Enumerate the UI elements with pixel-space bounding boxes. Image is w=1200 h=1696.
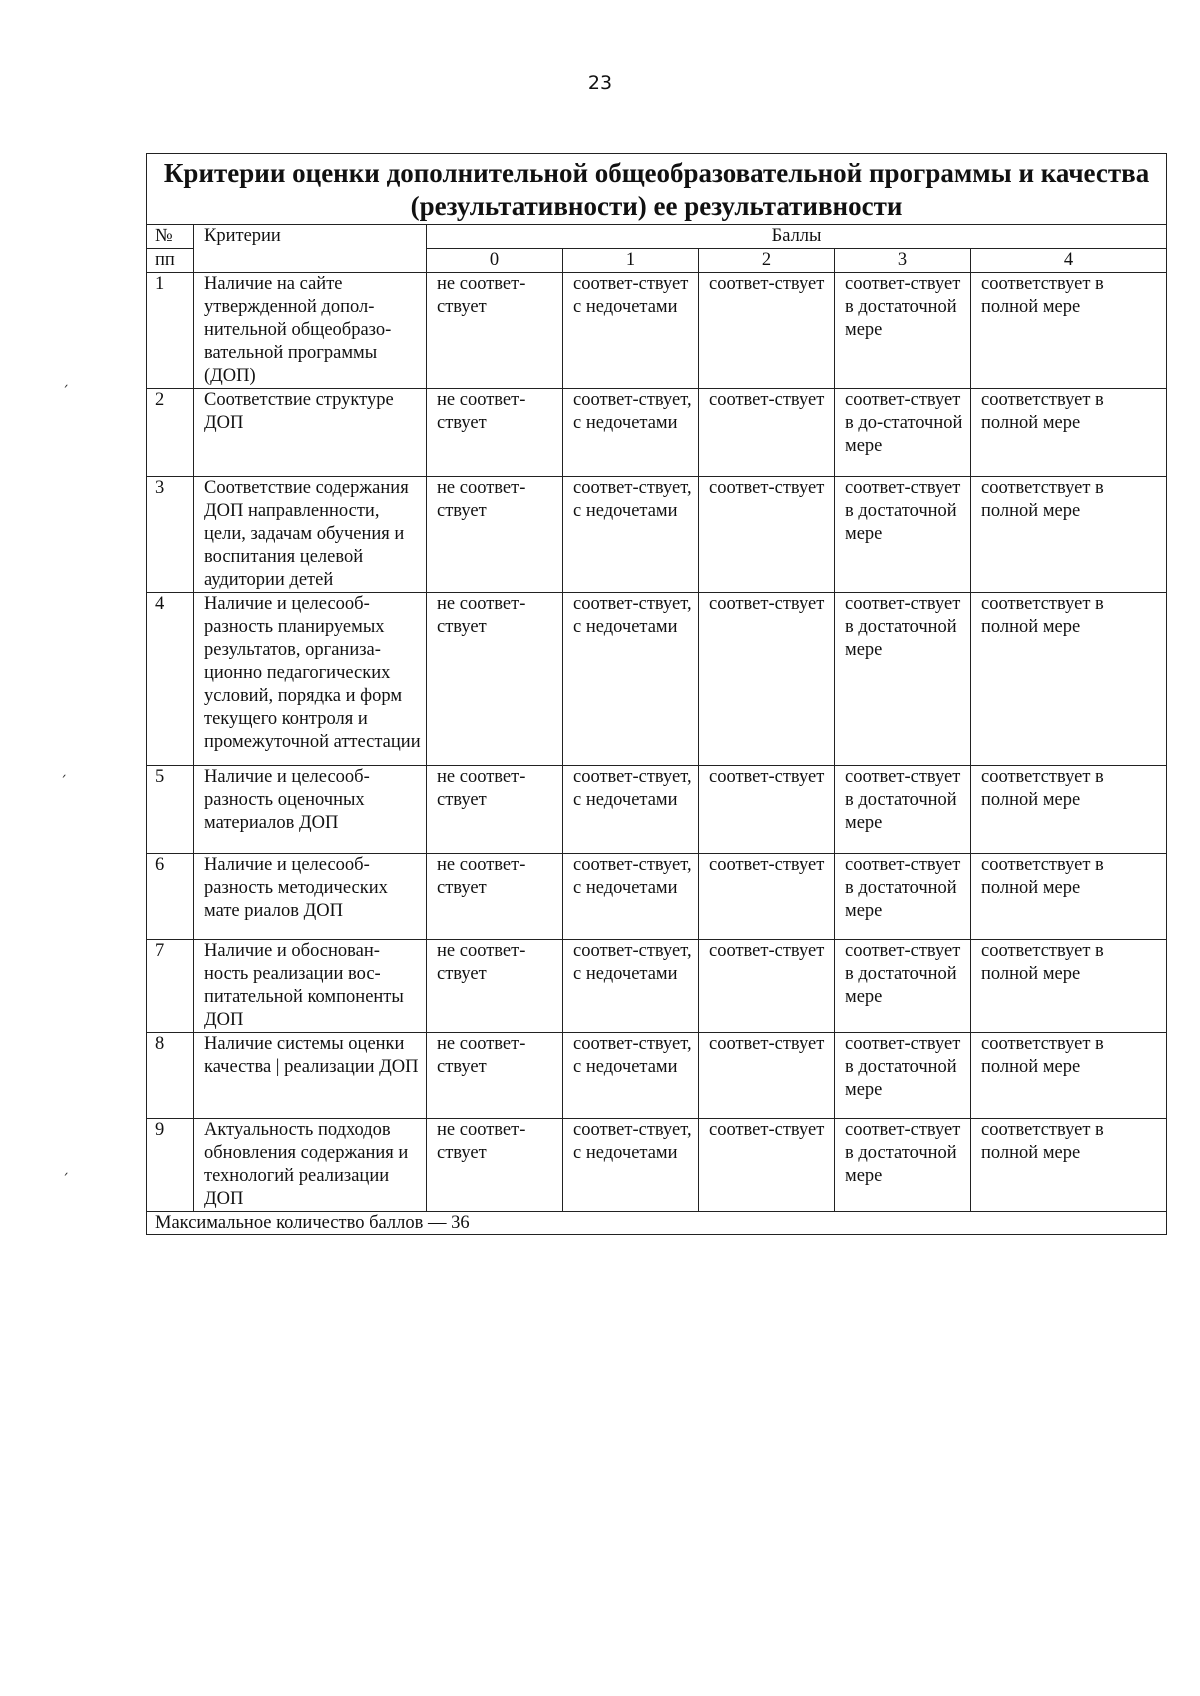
score-0-cell: не соответ-ствует — [427, 1119, 563, 1212]
score-3-cell: соответ-ствует в достаточной мере — [835, 593, 971, 766]
criterion-cell: Наличие и обоснован-ность реализации вос-питательной компоненты ДОП — [194, 940, 427, 1033]
title-row — [147, 154, 1167, 225]
score-header-4: 4 — [971, 249, 1167, 273]
score-header-2: 2 — [699, 249, 835, 273]
footer-row — [147, 1212, 1167, 1235]
score-2-cell: соответ-ствует — [699, 477, 835, 593]
score-1-cell: соответ-ствует, с недочетами — [563, 1033, 699, 1119]
score-3-cell: соответ-ствует в достаточной мере — [835, 1033, 971, 1119]
score-1-cell: соответ-ствует, с недочетами — [563, 766, 699, 854]
criterion-cell: Наличие системы оценки качества | реализации ДОП — [194, 1033, 427, 1119]
score-3-cell: соответ-ствует в до-статочной мере — [835, 389, 971, 477]
table-row — [147, 389, 1167, 477]
table-row — [147, 766, 1167, 854]
page-number: 23 — [587, 72, 613, 94]
max-score-note: Максимальное количество баллов — 36 — [147, 1212, 1167, 1235]
table-body — [147, 154, 1167, 1235]
score-1-cell: соответ-ствует, с недочетами — [563, 477, 699, 593]
table-row — [147, 273, 1167, 389]
score-1-cell: соответ-ствует, с недочетами — [563, 389, 699, 477]
criterion-cell: Наличие и целесооб-разность планируемых результатов, организа-ционно педагогических условий, порядка и форм текущего контроля и промежуточной аттестации — [194, 593, 427, 766]
table-row — [147, 1033, 1167, 1119]
margin-mark: ˏ — [62, 372, 69, 388]
score-0-cell: не соответ-ствует — [427, 389, 563, 477]
score-3-cell: соответ-ствует в достаточной мере — [835, 477, 971, 593]
score-header-3: 3 — [835, 249, 971, 273]
row-number: 9 — [147, 1119, 194, 1212]
scores-group-header: Баллы — [427, 225, 1167, 249]
num-header-line1: № — [147, 225, 194, 249]
score-2-cell: соответ-ствует — [699, 273, 835, 389]
score-3-cell: соответ-ствует в достаточной мере — [835, 273, 971, 389]
score-2-cell: соответ-ствует — [699, 1119, 835, 1212]
score-2-cell: соответ-ствует — [699, 940, 835, 1033]
score-4-cell: соответствует в полной мере — [971, 477, 1167, 593]
score-0-cell: не соответ-ствует — [427, 854, 563, 940]
score-4-cell: соответствует в полной мере — [971, 854, 1167, 940]
score-4-cell: соответствует в полной мере — [971, 766, 1167, 854]
score-0-cell: не соответ-ствует — [427, 940, 563, 1033]
score-4-cell: соответствует в полной мере — [971, 389, 1167, 477]
score-4-cell: соответствует в полной мере — [971, 1033, 1167, 1119]
table-row — [147, 940, 1167, 1033]
score-0-cell: не соответ-ствует — [427, 1033, 563, 1119]
row-number: 2 — [147, 389, 194, 477]
score-header-1: 1 — [563, 249, 699, 273]
row-number: 3 — [147, 477, 194, 593]
score-3-cell: соответ-ствует в достаточной мере — [835, 854, 971, 940]
score-2-cell: соответ-ствует — [699, 766, 835, 854]
score-1-cell: соответ-ствует, с недочетами — [563, 940, 699, 1033]
score-1-cell: соответ-ствует, с недочетами — [563, 593, 699, 766]
table-row — [147, 854, 1167, 940]
row-number: 6 — [147, 854, 194, 940]
score-0-cell: не соответ-ствует — [427, 273, 563, 389]
score-3-cell: соответ-ствует в достаточной мере — [835, 1119, 971, 1212]
score-4-cell: соответствует в полной мере — [971, 593, 1167, 766]
score-1-cell: соответ-ствует с недочетами — [563, 273, 699, 389]
table-row — [147, 593, 1167, 766]
row-number: 7 — [147, 940, 194, 1033]
header-row-1 — [147, 225, 1167, 249]
margin-mark: ˏ — [62, 1160, 69, 1176]
score-0-cell: не соответ-ствует — [427, 766, 563, 854]
score-header-0: 0 — [427, 249, 563, 273]
criterion-cell: Наличие и целесооб-разность оценочных материалов ДОП — [194, 766, 427, 854]
criteria-header: Критерии — [194, 225, 427, 273]
margin-mark: ˏ — [60, 762, 67, 778]
score-2-cell: соответ-ствует — [699, 593, 835, 766]
table-row — [147, 477, 1167, 593]
score-2-cell: соответ-ствует — [699, 1033, 835, 1119]
score-4-cell: соответствует в полной мере — [971, 940, 1167, 1033]
table-row — [147, 1119, 1167, 1212]
score-3-cell: соответ-ствует в достаточной мере — [835, 940, 971, 1033]
score-2-cell: соответ-ствует — [699, 854, 835, 940]
row-number: 1 — [147, 273, 194, 389]
score-3-cell: соответ-ствует в достаточной мере — [835, 766, 971, 854]
criteria-table — [146, 153, 1167, 1235]
row-number: 8 — [147, 1033, 194, 1119]
criterion-cell: Соответствие структуре ДОП — [194, 389, 427, 477]
score-0-cell: не соответ-ствует — [427, 477, 563, 593]
criterion-cell: Актуальность подходов обновления содержания и технологий реализации ДОП — [194, 1119, 427, 1212]
criterion-cell: Соответствие содержания ДОП направленности, цели, задачам обучения и воспитания целевой аудитории детей — [194, 477, 427, 593]
criterion-cell: Наличие на сайте утвержденной допол-нительной общеобразо-вательной программы (ДОП) — [194, 273, 427, 389]
row-number: 5 — [147, 766, 194, 854]
table-title: Критерии оценки дополнительной общеобразовательной программы и качества (результативности) ее результативности — [147, 154, 1167, 225]
score-1-cell: соответ-ствует, с недочетами — [563, 1119, 699, 1212]
num-header-line2: пп — [147, 249, 194, 273]
score-4-cell: соответствует в полной мере — [971, 273, 1167, 389]
score-2-cell: соответ-ствует — [699, 389, 835, 477]
score-1-cell: соответ-ствует, с недочетами — [563, 854, 699, 940]
score-0-cell: не соответ-ствует — [427, 593, 563, 766]
row-number: 4 — [147, 593, 194, 766]
score-4-cell: соответствует в полной мере — [971, 1119, 1167, 1212]
criterion-cell: Наличие и целесооб-разность методических мате риалов ДОП — [194, 854, 427, 940]
